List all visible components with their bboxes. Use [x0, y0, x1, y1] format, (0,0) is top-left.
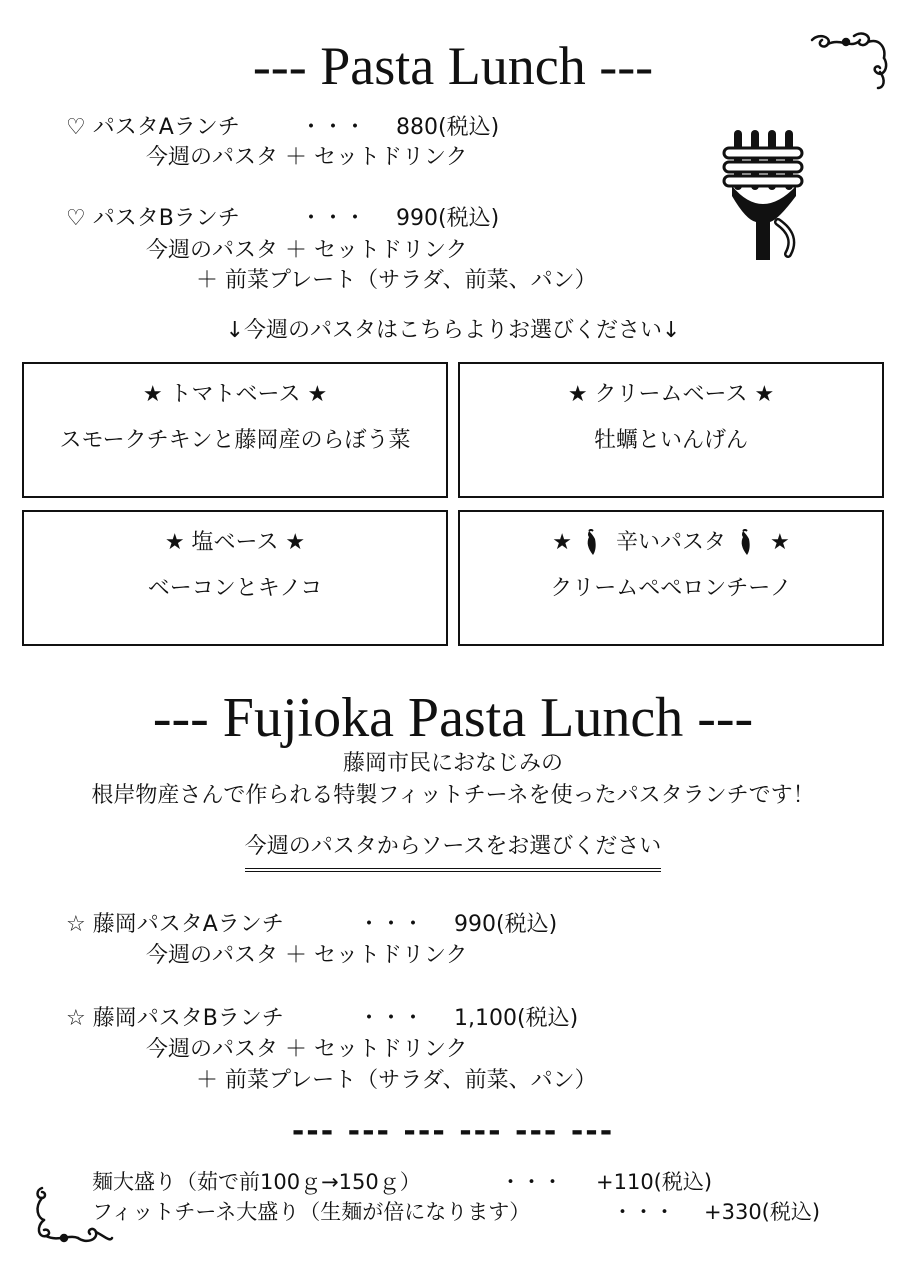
pasta-box-spicy — [458, 510, 884, 646]
box-body: ベーコンとキノコ — [147, 576, 323, 601]
fujioka-item-b-name: ☆ 藤岡パスタBランチ — [66, 1006, 284, 1031]
intro-line-2: 根岸物産さんで作られる特製フィットチーネを使ったパスタランチです！ — [91, 783, 815, 808]
fujioka-item-a-dots: ・・・ — [358, 912, 425, 937]
fujioka-item-b-desc2: ＋ 前菜プレート（サラダ、前菜、パン） — [196, 1068, 597, 1093]
sauce-choose-note: 今週のパスタからソースをお選びください — [245, 832, 661, 872]
pasta-box-salt — [22, 510, 448, 646]
spicy-heading-label: 辛いパスタ — [615, 530, 726, 555]
menu-item-a-desc: 今週のパスタ ＋ セットドリンク — [146, 145, 468, 170]
box-heading: ★ トマトベース ★ — [142, 382, 328, 407]
box-body: スモークチキンと藤岡産のらぼう菜 — [59, 428, 411, 453]
option-dots: ・・・ — [500, 1170, 563, 1194]
pasta-box-cream — [458, 362, 884, 498]
menu-item-a-dots: ・・・ — [300, 115, 367, 140]
star-left: ★ — [552, 530, 572, 555]
menu-item-b-desc: 今週のパスタ ＋ セットドリンク — [146, 238, 468, 263]
option-dots: ・・・ — [612, 1200, 675, 1224]
menu-item-a-price: 880(税込) — [396, 115, 500, 140]
choose-pasta-note: ↓今週のパスタはこちらよりお選びください↓ — [225, 318, 681, 343]
pasta-box-tomato — [22, 362, 448, 498]
page-title: --- Pasta Lunch --- — [252, 36, 654, 96]
option-label: 麺大盛り（茹で前100ｇ→150ｇ） — [92, 1170, 421, 1194]
fork-pasta-icon — [718, 126, 808, 262]
box-heading — [460, 528, 882, 558]
fujioka-item-b-price: 1,100(税込) — [454, 1006, 579, 1031]
chili-pepper-icon — [737, 529, 759, 557]
box-body: 牡蠣といんげん — [593, 428, 748, 453]
option-label: フィットチーネ大盛り（生麺が倍になります） — [92, 1200, 531, 1224]
chili-pepper-icon — [583, 529, 605, 557]
box-heading: ★ 塩ベース ★ — [164, 530, 306, 555]
box-body: クリームペペロンチーノ — [550, 576, 792, 601]
option-price: +330(税込) — [704, 1200, 821, 1224]
menu-item-b-dots: ・・・ — [300, 206, 367, 231]
option-price: +110(税込) — [596, 1170, 713, 1194]
intro-line-1: 藤岡市民におなじみの — [342, 751, 563, 776]
menu-item-b-name: ♡ パスタBランチ — [66, 206, 240, 231]
menu-item-b-price: 990(税込) — [396, 206, 500, 231]
box-heading: ★ クリームベース ★ — [567, 382, 775, 407]
fujioka-item-a-price: 990(税込) — [454, 912, 558, 937]
section-title-fujioka: --- Fujioka Pasta Lunch --- — [152, 687, 754, 749]
menu-item-b-desc2: ＋ 前菜プレート（サラダ、前菜、パン） — [196, 268, 597, 293]
fujioka-item-a-name: ☆ 藤岡パスタAランチ — [66, 912, 284, 937]
ornament-icon — [30, 1184, 116, 1248]
star-right: ★ — [770, 530, 790, 555]
dash-separator: --- --- --- --- --- --- — [291, 1114, 615, 1149]
fujioka-item-b-dots: ・・・ — [358, 1006, 425, 1031]
fujioka-item-a-desc: 今週のパスタ ＋ セットドリンク — [146, 943, 468, 968]
menu-item-a-name: ♡ パスタAランチ — [66, 115, 240, 140]
fujioka-item-b-desc: 今週のパスタ ＋ セットドリンク — [146, 1037, 468, 1062]
